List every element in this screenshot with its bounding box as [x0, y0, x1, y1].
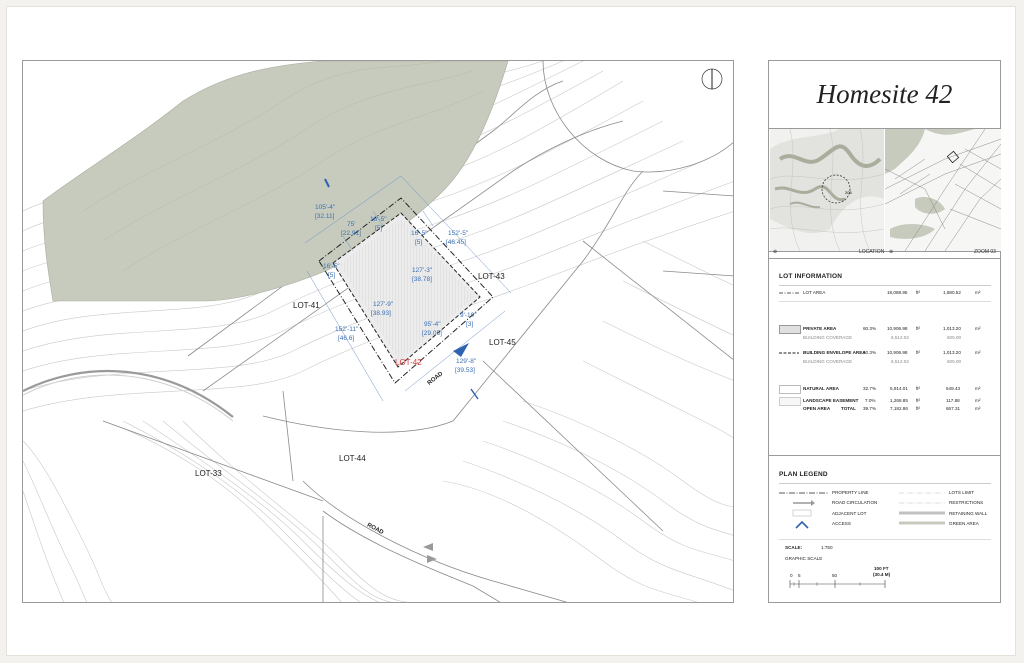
svg-text:205: 205 [845, 190, 852, 195]
lot-33-label: LOT-33 [195, 469, 222, 478]
svg-text:9'-10": 9'-10" [460, 312, 477, 319]
legend-retaining-wall: RETAINING WALL [949, 511, 988, 516]
svg-text:[29.05]: [29.05] [422, 330, 442, 337]
legend-access: ACCESS [832, 521, 851, 526]
zoom-caption: ZOOM 03 [974, 249, 996, 255]
divider [769, 251, 1000, 252]
svg-text:[38.78]: [38.78] [412, 276, 432, 283]
svg-text:[22.91]: [22.91] [341, 230, 361, 237]
legend-restrictions: RESTRICTIONS [949, 500, 984, 505]
access-icon [453, 343, 469, 357]
svg-text:95'-4": 95'-4" [424, 321, 441, 328]
north-arrow-icon [702, 69, 722, 89]
envelope-area-row: BUILDING ENVELOPE AREA 60.3% 10,906.98 ft² 1,013.20 m² [803, 350, 981, 355]
svg-text:[39.53]: [39.53] [455, 367, 475, 374]
lot-45-label: LOT-45 [489, 338, 516, 347]
open-area-row: OPEN AREA TOTAL 39.7% 7,182.86 ft² 667.31 m² [803, 406, 981, 411]
road-circulation-arrows [423, 543, 437, 563]
svg-text:75': 75' [347, 221, 356, 228]
divider [769, 258, 1000, 259]
svg-text:[46.45]: [46.45] [446, 239, 466, 246]
lot-43-label: LOT-43 [478, 272, 505, 281]
scale-label: SCALE: [785, 545, 803, 550]
svg-text:127'-9": 127'-9" [373, 301, 394, 308]
lot-42-label: LOT-42 [395, 358, 422, 367]
road-label-1: ROAD [426, 371, 445, 387]
graphic-scale-bar [789, 579, 889, 589]
lot-info-heading: LOT INFORMATION [779, 273, 843, 280]
envelope-coverage-row: BUILDING COVERAGE 6,512.02 605.00 [803, 359, 962, 364]
road-label-2: ROAD [365, 522, 385, 537]
svg-text:[32.11]: [32.11] [315, 213, 335, 220]
private-area-row: PRIVATE AREA 60.3% 10,906.98 ft² 1,013.20 m² [779, 326, 991, 335]
svg-text:105'-4": 105'-4" [315, 204, 336, 211]
private-coverage-row: BUILDING COVERAGE 6,512.02 605.00 [803, 335, 962, 340]
svg-text:16'-5": 16'-5" [370, 216, 387, 223]
svg-text:[3]: [3] [466, 321, 474, 328]
legend-property-line: PROPERTY LINE [832, 490, 869, 495]
svg-text:152'-5": 152'-5" [448, 230, 469, 237]
svg-text:16'-5": 16'-5" [323, 263, 340, 270]
zoom-compass-icon: ⊕ [889, 249, 894, 255]
natural-area-row: NATURAL AREA 32.7% 5,914.01 ft² 549.43 m² [779, 386, 991, 395]
divider [769, 455, 1000, 456]
info-panel: Homesite 42 205 ⊕ LOCATION ⊕ ZOOM 03 LOT INFORMATION LOT AREA 18,088.95 ft² 1,680.52 m² PRIVATE AREA 60.3% 10,906.98 ft² 1,013.20 m² BUILDING COVERAGE 6,512.02 605.00 BUILDING ENVELOPE AREA 60.3% 10,906.98 ft² 1,013.20 m² BUILDING COVERAGE 6,512.02 605.00 NATURAL AREA 32.7% 5,914.01 ft² 549.43 m² LANDSCAPE EASEMENT 7.0% 1,268.85 ft² 117.88 m² OPEN AREA TOTAL 39.7% 7,182.86 ft² 667.31 m² PLAN LEGEND PROPERTY LINE ROAD CIRCULATION ADJACENT LOT ACCESS LOTS LIMIT RESTRICTIONS RETAINING WALL GREEN AREA SCALE: 1:750 GRAPHIC SCALE 0 5 50 100 FT (30.4 M) [768, 60, 1001, 603]
homesite-title: Homesite 42 [816, 79, 953, 109]
location-caption: LOCATION [859, 249, 885, 255]
zoom-mini-map [885, 129, 1001, 251]
svg-text:[38.93]: [38.93] [371, 310, 391, 317]
svg-text:152'-11": 152'-11" [335, 326, 359, 333]
site-plan-svg [23, 61, 734, 603]
svg-text:[5]: [5] [415, 239, 423, 246]
site-plan-map [22, 60, 734, 603]
legend-green-area: GREEN AREA [949, 521, 979, 526]
lot-44-label: LOT-44 [339, 454, 366, 463]
plan-legend-heading: PLAN LEGEND [779, 471, 828, 478]
svg-text:127'-3": 127'-3" [412, 267, 433, 274]
legend-lots-limit: LOTS LIMIT [949, 490, 975, 495]
graphic-scale-label: GRAPHIC SCALE [785, 556, 823, 561]
legend-adjacent-lot: ADJACENT LOT [832, 511, 867, 516]
lot-41-label: LOT-41 [293, 301, 320, 310]
location-mini-map [770, 129, 884, 251]
svg-text:[5]: [5] [328, 272, 336, 279]
legend-road-circulation: ROAD CIRCULATION [832, 500, 878, 505]
svg-text:16'-5": 16'-5" [411, 230, 428, 237]
svg-text:129'-8": 129'-8" [456, 358, 477, 365]
landscape-easement-row: LANDSCAPE EASEMENT 7.0% 1,268.85 ft² 117.88 m² [779, 398, 991, 407]
svg-text:[46.6]: [46.6] [338, 335, 355, 342]
lot-area-row: LOT AREA 18,088.95 ft² 1,680.52 m² [803, 290, 981, 295]
svg-text:[5]: [5] [375, 225, 383, 232]
scale-value: 1:750 [821, 545, 833, 550]
location-compass-icon: ⊕ [773, 249, 778, 255]
